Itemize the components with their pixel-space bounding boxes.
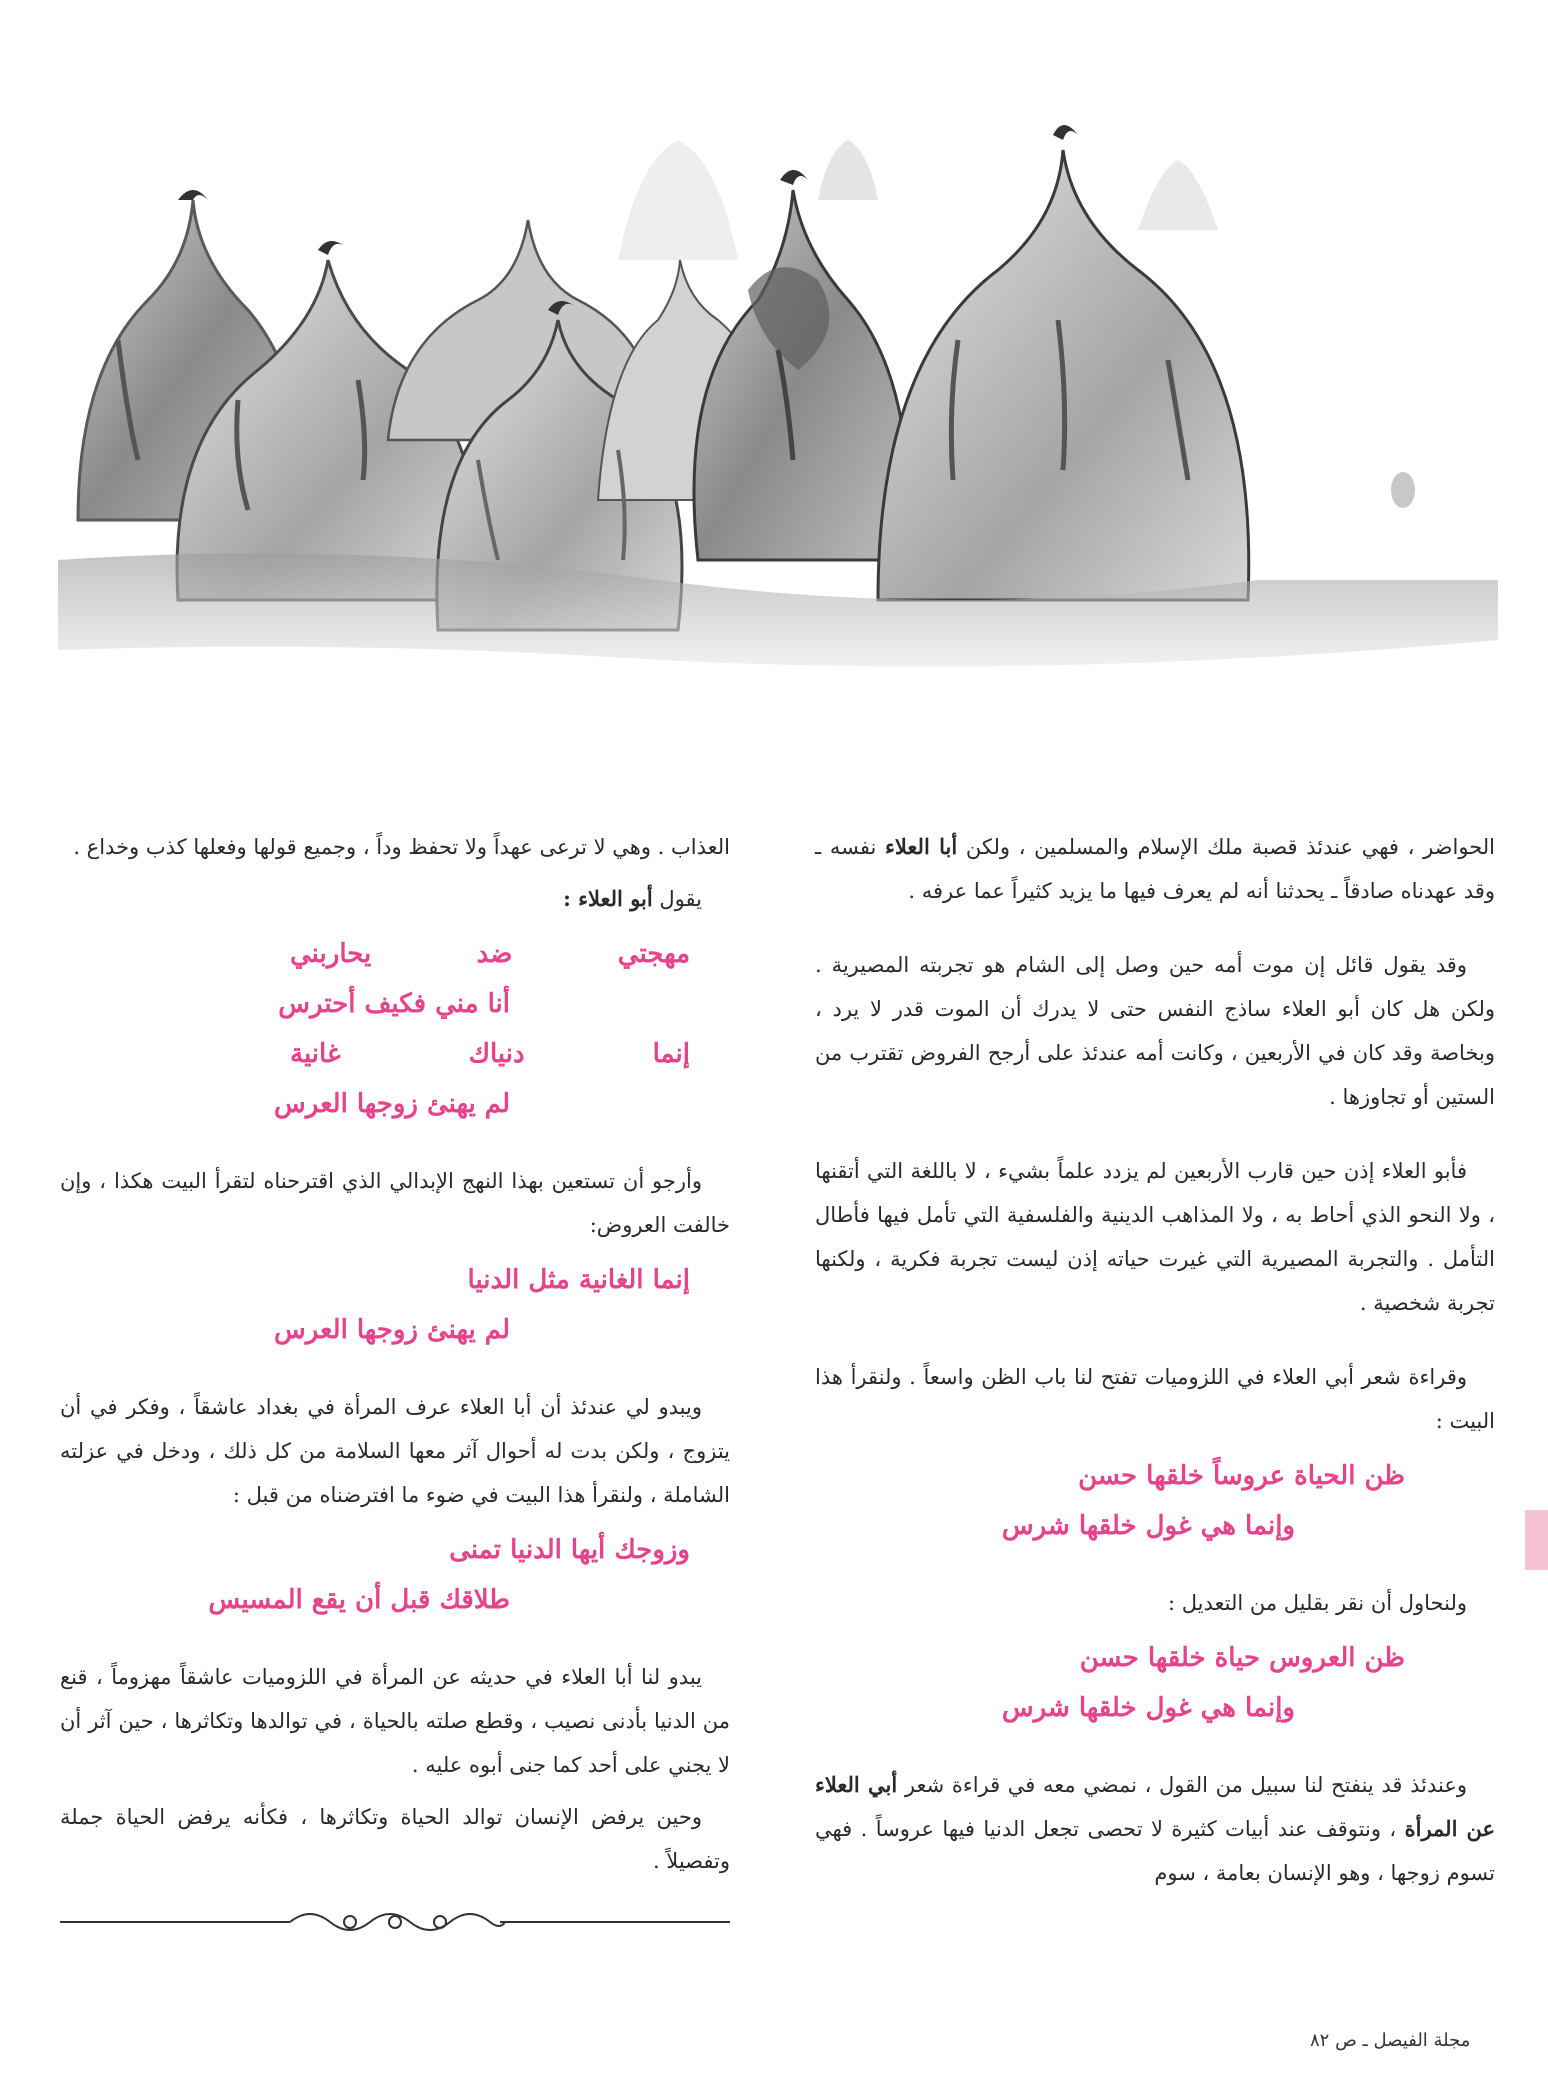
verse-line: أنا مني فكيف أحترس xyxy=(278,989,510,1019)
paragraph-text: وعندئذ قد ينفتح لنا سبيل من القول ، نمضي معه في قراءة شعر xyxy=(904,1773,1467,1797)
verse-block xyxy=(60,929,730,1129)
left-column xyxy=(60,825,730,1913)
verse-word: دنياك xyxy=(468,1039,525,1069)
paragraph: ويبدو لي عندئذ أن أبا العلاء عرف المرأة في بغداد عاشقاً ، وفكر في أن يتزوج ، ولكن بدت له أحوال آثر معها السلامة من كل ذلك ، ودخل في عزلته الشاملة ، ولنقرأ هذا البيت في ضوء ما افترضناه من قبل : xyxy=(60,1395,730,1507)
ornament-divider xyxy=(60,1900,730,1940)
verse-block xyxy=(60,1255,730,1355)
paragraph: وأرجو أن تستعين بهذا النهج الإبدالي الذي اقترحناه لتقرأ البيت هكذا ، وإن خالفت العروض: xyxy=(60,1169,730,1237)
verse-line xyxy=(290,929,730,979)
verse-line: ظن العروس حياة خلقها حسن xyxy=(1079,1643,1405,1673)
verse-line: وإنما هي غول خلقها شرس xyxy=(1001,1693,1295,1723)
paragraph: العذاب . وهي لا ترعى عهداً ولا تحفظ وداً ، وجميع قولها وفعلها كذب وخداع . xyxy=(73,835,730,859)
verse-line xyxy=(290,1029,730,1079)
paragraph xyxy=(815,1763,1495,1895)
paragraph: وحين يرفض الإنسان توالد الحياة وتكاثرها ، فكأنه يرفض الحياة جملة وتفصيلاً . xyxy=(60,1805,730,1873)
verse-word: ضد xyxy=(476,939,513,969)
paragraph-text: يقول xyxy=(659,887,702,911)
paragraph xyxy=(60,877,730,921)
verse-block xyxy=(815,1633,1495,1733)
paragraph-text: الحواضر ، فهي عندئذ قصبة ملك الإسلام والمسلمين ، ولكن xyxy=(965,835,1495,859)
bold-text: أبو العلاء : xyxy=(563,886,653,911)
pink-edge-mark xyxy=(1525,1510,1548,1570)
paragraph: فأبو العلاء إذن حين قارب الأربعين لم يزدد علماً بشيء ، لا باللغة التي أتقنها ، ولا النحو الذي أحاط به ، ولا المذاهب الدينية والفلسفية التي تأمل فيها فأطال التأمل . والتجربة المصيرية التي غيرت حياته إذن ليست تجربة فكرية ، ولكنها تجربة شخصية . xyxy=(815,1159,1495,1315)
bold-text: أبي العلاء عن المرأة xyxy=(815,1772,1495,1841)
paragraph: وقد يقول قائل إن موت أمه حين وصل إلى الشام هو تجربته المصيرية . ولكن هل كان أبو العلاء ساذج النفس حتى لا يدرك أن الموت قدر لا يرد ، وبخاصة وقد كان في الأربعين ، وكانت أمه عندئذ على أرجح الفروض تقترب من الستين أو تجاوزها . xyxy=(815,953,1495,1109)
verse-block xyxy=(60,1525,730,1625)
verse-word: إنما xyxy=(652,1039,690,1069)
paragraph: يبدو لنا أبا العلاء في حديثه عن المرأة في اللزوميات عاشقاً مهزوماً ، قنع من الدنيا بأدنى نصيب ، وقطع صلته بالحياة ، في توالدها وتكاثرها ، حين آثر أن لا يجني على أحد كما جنى أبوه عليه . xyxy=(60,1665,730,1777)
verse-line: إنما الغانية مثل الدنيا xyxy=(467,1265,690,1295)
verse-line: لم يهنئ زوجها العرس xyxy=(274,1315,510,1345)
paragraph: وقراءة شعر أبي العلاء في اللزوميات تفتح لنا باب الظن واسعاً . ولنقرأ هذا البيت : xyxy=(815,1365,1495,1433)
verse-line: ظن الحياة عروساً خلقها حسن xyxy=(1078,1461,1405,1491)
domes-illustration xyxy=(58,40,1498,690)
verse-line: لم يهنئ زوجها العرس xyxy=(274,1089,510,1119)
verse-line: وإنما هي غول خلقها شرس xyxy=(1001,1511,1295,1541)
paragraph xyxy=(815,825,1495,913)
verse-word: مهجتي xyxy=(617,939,690,969)
page-footer: مجلة الفيصل ـ ص ٨٢ xyxy=(1310,2030,1471,2051)
verse-block xyxy=(815,1451,1495,1551)
verse-line: وزوجك أيها الدنيا تمنى xyxy=(449,1535,690,1565)
paragraph: ولنحاول أن نقر بقليل من التعديل : xyxy=(1167,1591,1467,1615)
verse-word: غانية xyxy=(290,1039,341,1069)
bold-text: أبا العلاء xyxy=(885,834,958,859)
right-column xyxy=(815,825,1495,1925)
paragraph-text: نفسه ـ وقد عهدناه صادقاً ـ يحدثنا أنه لم يعرف فيها ما يزيد كثيراً عما عرفه . xyxy=(815,835,1495,903)
verse-line: طلاقك قبل أن يقع المسيس xyxy=(208,1585,510,1615)
paragraph-text: ، ونتوقف عند أبيات كثيرة لا تحصى تجعل الدنيا فيها عروساً . فهي تسوم زوجها ، وهو الإنسان بعامة ، سوم xyxy=(815,1817,1495,1885)
verse-word: يحاربني xyxy=(290,939,372,969)
